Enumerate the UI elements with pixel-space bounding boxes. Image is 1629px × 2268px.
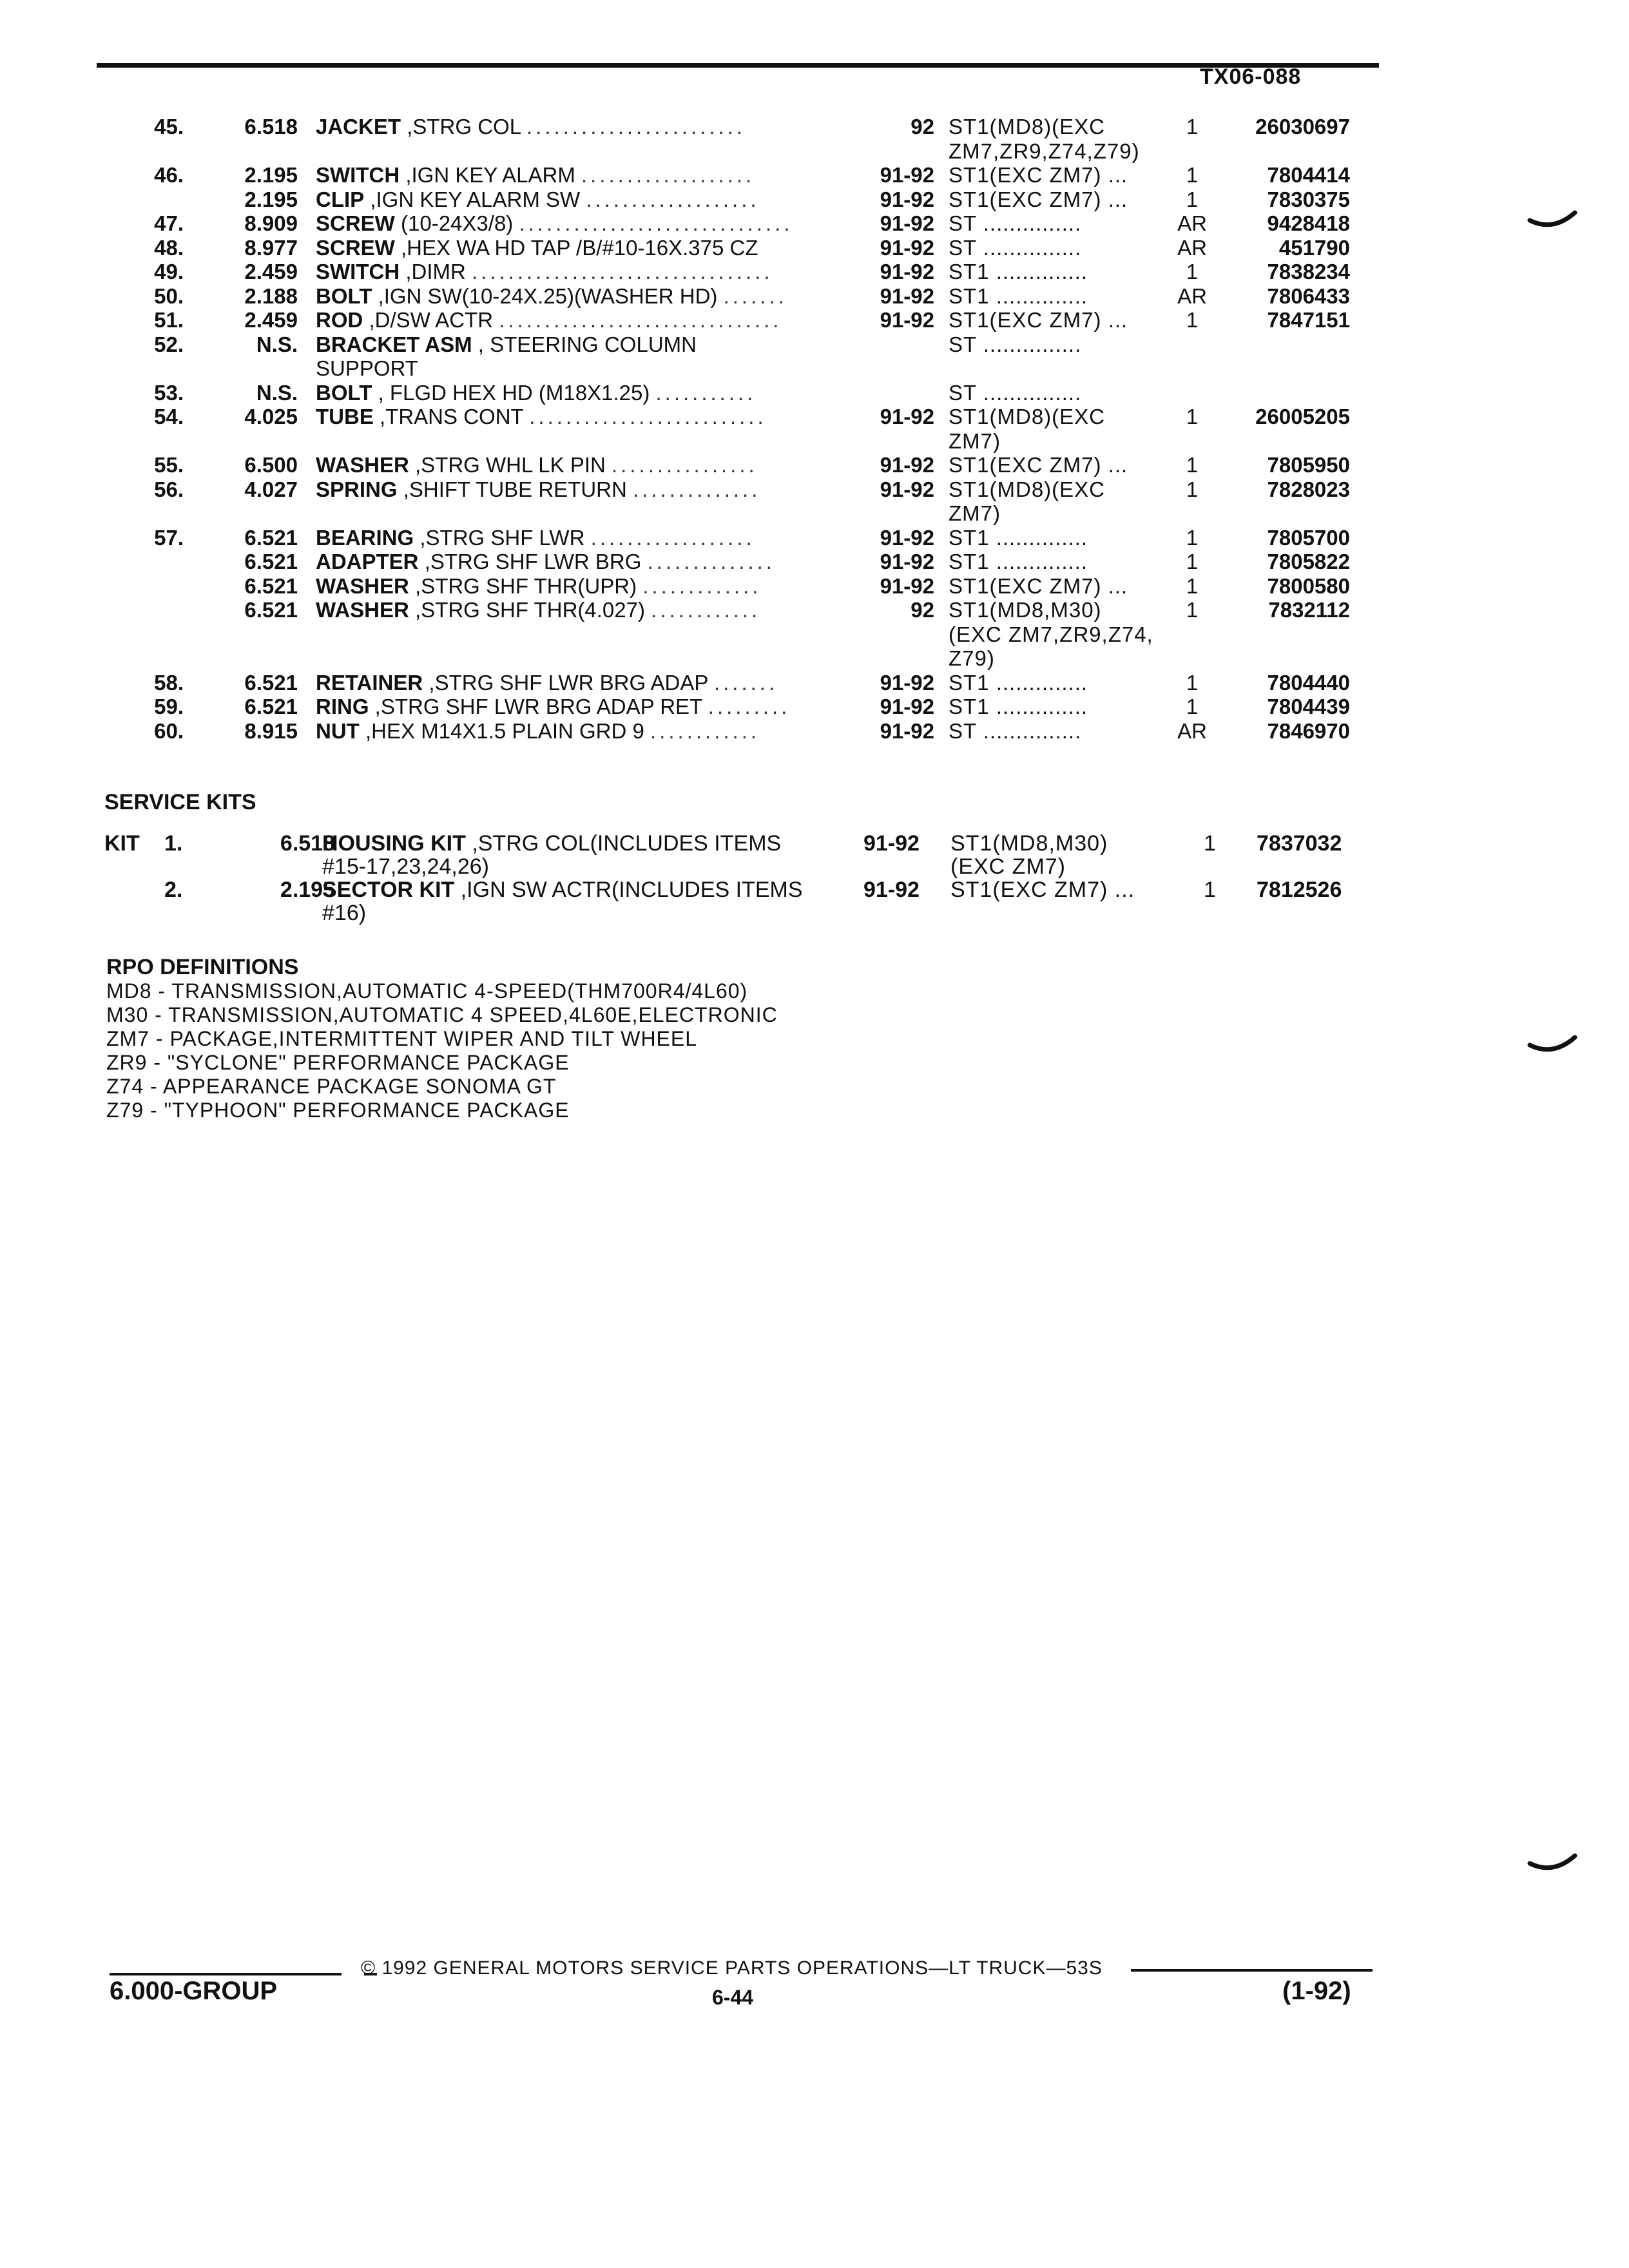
rpo-definition: M30 - TRANSMISSION,AUTOMATIC 4 SPEED,4L60E,ELECTRONIC [106, 1003, 778, 1026]
kit-group-number: 2.195 [280, 878, 335, 902]
model-years: 92 [911, 598, 934, 622]
parts-row [0, 163, 1629, 189]
group-number: 6.521 [244, 695, 298, 718]
model-years: 91-92 [880, 477, 934, 501]
footer-copyright: © 1992 GENERAL MOTORS SERVICE PARTS OPERATIONS—LT TRUCK—53S [361, 1957, 1103, 1979]
part-spec: ,STRG SHF LWR [419, 525, 585, 550]
part-spec: ,IGN KEY ALARM [405, 163, 575, 187]
part-description [316, 550, 847, 574]
part-name: WASHER [316, 453, 409, 477]
model-usage: ST ............... [949, 332, 1082, 356]
model-years: 91-92 [880, 453, 934, 477]
model-years: 91-92 [880, 308, 934, 332]
model-usage: ST1(MD8,M30) [949, 598, 1102, 622]
rpo-definition: ZR9 - "SYCLONE" PERFORMANCE PACKAGE [106, 1051, 570, 1074]
part-description [316, 284, 847, 309]
part-description [316, 381, 847, 405]
part-description [316, 719, 847, 744]
model-usage: ST1 .............. [949, 260, 1088, 284]
quantity: 1 [1186, 115, 1199, 139]
model-years: 91-92 [880, 235, 934, 260]
part-number: 7847151 [1267, 308, 1350, 332]
part-spec: , STEERING COLUMN [477, 332, 697, 356]
part-name: BOLT [316, 380, 372, 405]
item-number: 50. [154, 284, 184, 308]
part-number: 7846970 [1267, 718, 1350, 743]
footer-page-number: 6-44 [712, 1986, 754, 2009]
kit-model-years: 91-92 [863, 831, 920, 856]
item-number: 48. [154, 235, 184, 260]
part-number: 7806433 [1267, 284, 1350, 308]
part-description-continued: SUPPORT [316, 356, 418, 380]
kit-description [322, 831, 781, 856]
part-description [316, 695, 847, 719]
part-spec: ,TRANS CONT [380, 405, 524, 428]
leader-dots: ................ [612, 453, 758, 477]
part-name: NUT [316, 718, 360, 743]
part-name: CLIP [316, 187, 365, 211]
quantity: 1 [1186, 695, 1199, 718]
group-number: 2.195 [244, 163, 298, 187]
kit-model-usage: ST1(MD8,M30) [950, 831, 1108, 856]
part-name: BOLT [316, 284, 372, 308]
item-number: 60. [154, 718, 184, 743]
model-usage: ST1(EXC ZM7) ... [949, 187, 1128, 211]
leader-dots: ....... [723, 284, 787, 308]
model-usage-continued: (EXC ZM7,ZR9,Z74, [949, 622, 1153, 646]
parts-row [0, 550, 1629, 575]
leader-dots: .................. [590, 525, 755, 550]
quantity: AR [1177, 211, 1207, 235]
part-description [316, 405, 847, 429]
model-years: 92 [911, 115, 934, 139]
quantity: 1 [1186, 163, 1199, 187]
item-number: 54. [154, 405, 184, 428]
model-usage: ST1(MD8)(EXC [949, 115, 1106, 139]
parts-row [0, 332, 1629, 358]
part-name: JACKET [316, 115, 401, 139]
model-usage: ST1 .............. [949, 695, 1088, 718]
leader-dots: .............................. [519, 211, 793, 235]
leader-dots: ........................ [526, 115, 746, 139]
parts-row [0, 719, 1629, 745]
leader-dots: ............ [651, 598, 761, 622]
quantity: 1 [1186, 453, 1199, 477]
item-number: 55. [154, 453, 184, 477]
quantity: 1 [1186, 550, 1199, 573]
part-spec: ,SHIFT TUBE RETURN [403, 477, 627, 501]
part-spec: ,STRG SHF LWR BRG [424, 550, 642, 573]
kit-part-number: 7812526 [1257, 878, 1342, 902]
model-years: 91-92 [880, 573, 934, 598]
model-years: 91-92 [880, 525, 934, 550]
part-name: ADAPTER [316, 550, 419, 573]
part-name: WASHER [316, 598, 409, 622]
model-years: 91-92 [880, 695, 934, 718]
model-usage-continued: ZM7) [949, 501, 1001, 525]
quantity: 1 [1186, 598, 1199, 622]
group-number: 6.521 [244, 550, 298, 573]
part-spec: ,STRG WHL LK PIN [415, 453, 606, 477]
part-name: BEARING [316, 525, 414, 550]
part-description [316, 236, 847, 260]
kit-quantity: 1 [1204, 831, 1216, 856]
quantity: 1 [1186, 260, 1199, 284]
parts-row [0, 211, 1629, 237]
part-spec: ,STRG SHF THR(UPR) [415, 573, 637, 598]
group-number: N.S. [256, 332, 298, 356]
part-number: 7804439 [1267, 695, 1350, 718]
group-number: 6.521 [244, 525, 298, 550]
part-description [316, 308, 847, 332]
parts-row [0, 308, 1629, 334]
part-description [316, 163, 847, 187]
kit-part-number: 7837032 [1257, 831, 1342, 856]
part-number: 451790 [1278, 235, 1350, 260]
parts-row [0, 574, 1629, 600]
part-description [316, 211, 847, 236]
group-number: 8.977 [244, 235, 298, 260]
item-number: 58. [154, 670, 184, 695]
part-number: 7832112 [1268, 598, 1350, 622]
parts-row [0, 526, 1629, 552]
parts-row-continuation [0, 356, 1629, 382]
item-number: 47. [154, 211, 184, 235]
parts-row [0, 115, 1629, 140]
footer-rule-group [110, 1973, 342, 1975]
quantity: 1 [1186, 573, 1199, 598]
model-usage: ST1(EXC ZM7) ... [949, 163, 1128, 187]
kit-number: 1. [164, 831, 183, 856]
binder-hole-mark-2 [1527, 1031, 1579, 1063]
part-number: 26005205 [1255, 405, 1350, 428]
rpo-definitions-heading: RPO DEFINITIONS [106, 955, 299, 979]
part-spec: ,IGN SW(10-24X.25)(WASHER HD) [378, 284, 718, 308]
leader-dots: ................... [586, 187, 760, 211]
part-description [316, 526, 847, 550]
quantity: 1 [1186, 405, 1199, 428]
group-number: 8.909 [244, 211, 298, 235]
footer-group: 6.000-GROUP [110, 1977, 278, 2005]
part-spec: ,HEX WA HD TAP /B/#10-16X.375 CZ [401, 235, 758, 260]
model-usage: ST ............... [949, 380, 1082, 405]
group-number: 2.195 [244, 187, 298, 211]
group-number: 4.025 [244, 405, 298, 428]
model-years: 91-92 [880, 163, 934, 187]
part-name: SWITCH [316, 260, 400, 284]
parts-row [0, 236, 1629, 262]
part-spec: ,STRG SHF LWR BRG ADAP RET [374, 695, 702, 718]
parts-row-continuation [0, 646, 1629, 672]
group-number: 6.500 [244, 453, 298, 477]
part-name: SWITCH [316, 163, 400, 187]
leader-dots: ................................. [472, 260, 773, 284]
footer-rule-right [1131, 1969, 1373, 1972]
binder-hole-mark-1 [1527, 206, 1579, 238]
model-usage: ST ............... [949, 718, 1082, 743]
kit-group-number: 6.518 [280, 831, 335, 856]
item-number: 57. [154, 525, 184, 550]
model-years: 91-92 [880, 550, 934, 573]
part-number: 26030697 [1255, 115, 1350, 139]
item-number: 51. [154, 308, 184, 332]
part-description [316, 671, 847, 695]
model-usage: ST1(EXC ZM7) ... [949, 308, 1128, 332]
parts-row-continuation [0, 622, 1629, 648]
model-usage: ST1(MD8)(EXC [949, 477, 1106, 501]
part-description [316, 187, 847, 212]
part-number: 7805700 [1267, 525, 1350, 550]
footer-date: (1-92) [1282, 1977, 1351, 2005]
model-usage-continued: ZM7) [949, 428, 1001, 453]
item-number: 52. [154, 332, 184, 356]
part-description [316, 260, 847, 284]
service-kits-heading: SERVICE KITS [104, 790, 256, 814]
leader-dots: .......................... [529, 405, 767, 428]
quantity: AR [1177, 235, 1207, 260]
parts-row-continuation [0, 501, 1629, 527]
item-number: 49. [154, 260, 184, 284]
model-years: 91-92 [880, 187, 934, 211]
group-number: 6.521 [244, 573, 298, 598]
kit-model-usage-continued: (EXC ZM7) [950, 854, 1066, 879]
group-number: 4.027 [244, 477, 298, 501]
kit-model-usage: ST1(EXC ZM7) ... [950, 878, 1135, 902]
parts-row-continuation [0, 429, 1629, 455]
part-spec: (10-24X3/8) [401, 211, 514, 235]
model-usage: ST1(EXC ZM7) ... [949, 573, 1128, 598]
model-years: 91-92 [880, 260, 934, 284]
part-name: SCREW [316, 235, 395, 260]
part-number: 7804440 [1267, 670, 1350, 695]
model-usage: ST1 .............. [949, 525, 1088, 550]
quantity: 1 [1186, 670, 1199, 695]
item-number: 59. [154, 695, 184, 718]
kit-name: SECTOR KIT [322, 878, 455, 902]
parts-row-continuation [0, 139, 1629, 165]
group-number: 6.521 [244, 598, 298, 622]
part-description [316, 453, 847, 477]
part-spec: ,DIMR [405, 260, 466, 284]
leader-dots: ............ [650, 718, 760, 743]
part-name: RING [316, 695, 369, 718]
quantity: 1 [1186, 477, 1199, 501]
leader-dots: ......... [708, 695, 791, 718]
leader-dots: ............................... [499, 308, 782, 332]
model-usage-continued: Z79) [949, 646, 995, 670]
part-description [316, 477, 847, 502]
model-years: 91-92 [880, 670, 934, 695]
part-name: SCREW [316, 211, 395, 235]
kit-description-continued: #15-17,23,24,26) [322, 854, 489, 879]
group-number: 6.521 [244, 670, 298, 695]
parts-row [0, 260, 1629, 285]
parts-row [0, 453, 1629, 479]
part-number: 7830375 [1267, 187, 1350, 211]
top-rule [97, 63, 1379, 68]
part-number: 9428418 [1267, 211, 1350, 235]
model-years: 91-92 [880, 718, 934, 743]
kit-spec: ,STRG COL(INCLUDES ITEMS [472, 831, 782, 856]
parts-row [0, 671, 1629, 697]
kit-description-continued: #16) [322, 901, 367, 925]
rpo-definition: ZM7 - PACKAGE,INTERMITTENT WIPER AND TILT WHEEL [106, 1027, 698, 1050]
part-name: BRACKET ASM [316, 332, 472, 356]
group-number: 2.188 [244, 284, 298, 308]
model-usage: ST1(MD8)(EXC [949, 405, 1106, 428]
parts-row [0, 381, 1629, 407]
group-number: 6.518 [244, 115, 298, 139]
part-name: RETAINER [316, 670, 423, 695]
parts-row [0, 695, 1629, 720]
model-usage: ST1 .............. [949, 670, 1088, 695]
part-description [316, 574, 847, 599]
part-number: 7828023 [1267, 477, 1350, 501]
model-years: 91-92 [880, 284, 934, 308]
part-spec: ,D/SW ACTR [369, 308, 494, 332]
parts-row [0, 598, 1629, 624]
parts-row [0, 477, 1629, 503]
model-years: 91-92 [880, 211, 934, 235]
part-spec: ,HEX M14X1.5 PLAIN GRD 9 [365, 718, 644, 743]
quantity: AR [1177, 284, 1207, 308]
model-years: 91-92 [880, 405, 934, 428]
group-number: N.S. [256, 380, 298, 405]
document-id: TX06-088 [1200, 64, 1302, 89]
model-usage: ST ............... [949, 211, 1082, 235]
group-number: 2.459 [244, 260, 298, 284]
quantity: 1 [1186, 308, 1199, 332]
part-description [316, 115, 847, 139]
leader-dots: .............. [633, 477, 761, 501]
kit-number: 2. [164, 878, 183, 902]
model-usage: ST1 .............. [949, 284, 1088, 308]
leader-dots: ....... [713, 670, 778, 695]
part-number: 7805822 [1267, 550, 1350, 573]
kit-name: HOUSING KIT [322, 831, 466, 856]
quantity: AR [1177, 718, 1207, 743]
kit-spec: ,IGN SW ACTR(INCLUDES ITEMS [460, 878, 803, 902]
leader-dots: ........... [655, 380, 757, 405]
quantity: 1 [1186, 525, 1199, 550]
part-spec: ,IGN KEY ALARM SW [370, 187, 581, 211]
quantity: 1 [1186, 187, 1199, 211]
part-name: SPRING [316, 477, 398, 501]
item-number: 56. [154, 477, 184, 501]
part-name: ROD [316, 308, 363, 332]
leader-dots: ................... [581, 163, 755, 187]
model-usage-continued: ZM7,ZR9,Z74,Z79) [949, 139, 1140, 163]
model-usage: ST1(EXC ZM7) ... [949, 453, 1128, 477]
parts-row [0, 284, 1629, 310]
part-name: WASHER [316, 573, 409, 598]
kit-quantity: 1 [1204, 878, 1216, 902]
binder-hole-mark-3 [1527, 1849, 1579, 1881]
rpo-definition: Z74 - APPEARANCE PACKAGE SONOMA GT [106, 1075, 557, 1098]
kit-label: KIT [104, 831, 140, 856]
part-spec: , FLGD HEX HD (M18X1.25) [378, 380, 650, 405]
group-number: 8.915 [244, 718, 298, 743]
item-number: 53. [154, 380, 184, 405]
parts-row [0, 187, 1629, 213]
part-number: 7804414 [1267, 163, 1350, 187]
part-spec: ,STRG COL [407, 115, 521, 139]
part-description [316, 598, 847, 622]
part-number: 7805950 [1267, 453, 1350, 477]
rpo-definition: MD8 - TRANSMISSION,AUTOMATIC 4-SPEED(THM700R4/4L60) [106, 979, 748, 1003]
leader-dots: .............. [647, 550, 775, 573]
item-number: 45. [154, 115, 184, 139]
part-name: TUBE [316, 405, 374, 428]
rpo-definition: Z79 - "TYPHOON" PERFORMANCE PACKAGE [106, 1099, 570, 1122]
leader-dots: ............. [642, 573, 762, 598]
kit-description [322, 878, 803, 902]
model-usage: ST1 .............. [949, 550, 1088, 573]
part-description [316, 332, 847, 357]
group-number: 2.459 [244, 308, 298, 332]
kit-model-years: 91-92 [863, 878, 920, 902]
model-usage: ST ............... [949, 235, 1082, 260]
part-number: 7800580 [1267, 573, 1350, 598]
parts-row [0, 405, 1629, 430]
part-spec: ,STRG SHF THR(4.027) [415, 598, 645, 622]
part-spec: ,STRG SHF LWR BRG ADAP [429, 670, 708, 695]
part-number: 7838234 [1267, 260, 1350, 284]
item-number: 46. [154, 163, 184, 187]
